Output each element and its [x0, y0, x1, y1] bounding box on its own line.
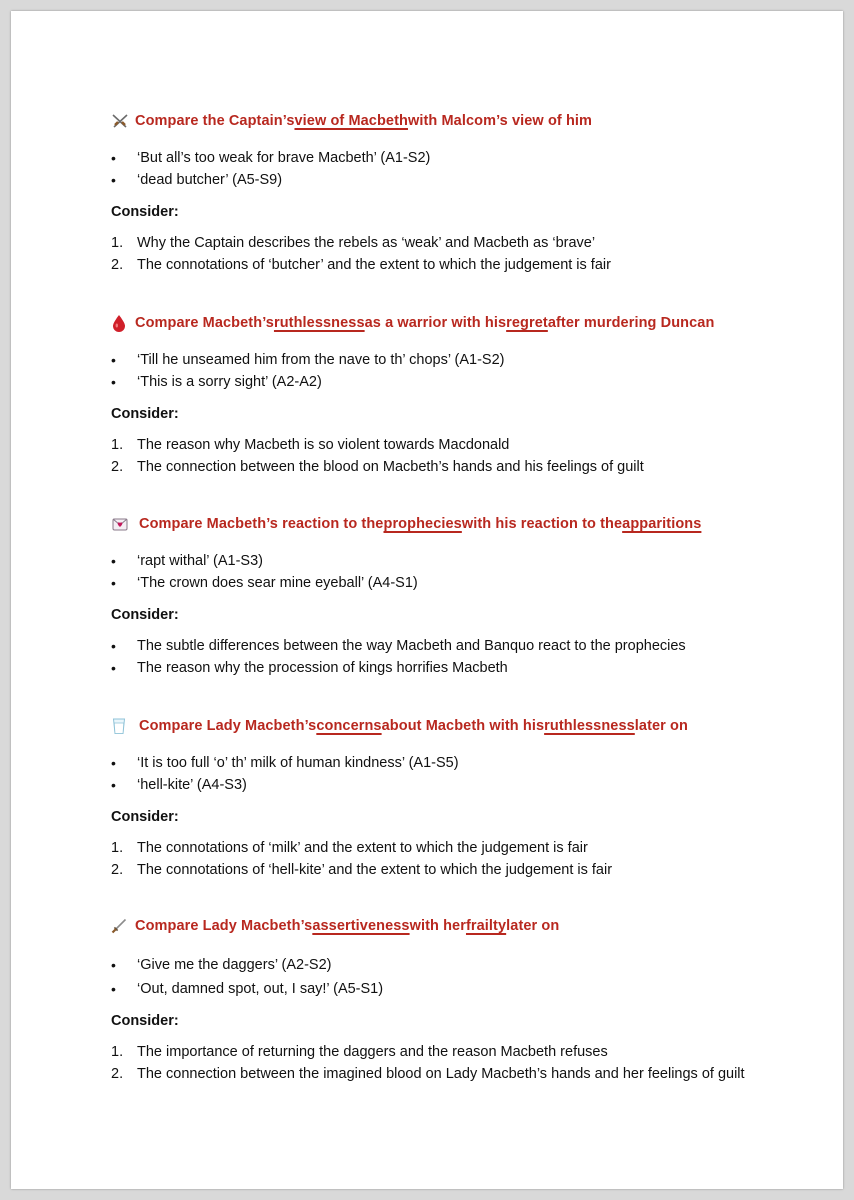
- section-ruthlessness-regret: [111, 313, 811, 478]
- consider-text: The connection between the blood on Macbeth’s hands and his feelings of guilt: [137, 459, 644, 475]
- heading-keyword: regret: [506, 315, 548, 331]
- quote-item: • ‘It is too full ‘o’ th’ milk of human kindness’ (A1-S5): [111, 752, 811, 774]
- heading-text: Compare Lady Macbeth’s: [135, 918, 313, 934]
- heading-keyword: apparitions: [622, 516, 702, 532]
- consider-label: Consider:: [111, 809, 179, 825]
- section-heading: [111, 514, 811, 534]
- consider-list: [111, 232, 811, 276]
- list-number: 2.: [111, 1066, 124, 1082]
- heading-text: with his reaction to the: [461, 516, 623, 532]
- section-heading: [111, 916, 811, 936]
- consider-text: The connotations of ‘milk’ and the extent to which the judgement is fair: [137, 840, 588, 856]
- quote-item: • ‘Till he unseamed him from the nave to th’ chops’ (A1-S2): [111, 349, 811, 371]
- quote-list: [111, 954, 811, 1000]
- quote-item: • ‘hell-kite’ (A4-S3): [111, 774, 811, 796]
- heading-keyword: prophecies: [383, 516, 462, 532]
- list-number: 2.: [111, 257, 124, 273]
- heading-text: Compare Lady Macbeth’s: [139, 718, 317, 734]
- consider-list: [111, 837, 811, 881]
- section-captain-view: [111, 111, 811, 276]
- heading-text: Compare Macbeth’s reaction to the: [139, 516, 384, 532]
- consider-item: [111, 859, 811, 881]
- heading-keyword: view of Macbeth: [294, 113, 408, 129]
- consider-item: [111, 1063, 811, 1085]
- heading-text: Compare Macbeth’s: [135, 315, 274, 331]
- section-assertiveness-frailty: [111, 916, 811, 1085]
- consider-list: [111, 1041, 811, 1085]
- heading-keyword: concerns: [316, 718, 382, 734]
- quote-item: • ‘The crown does sear mine eyeball’ (A4-S1): [111, 572, 811, 594]
- section-heading: [111, 716, 811, 736]
- list-number: 1.: [111, 1044, 124, 1060]
- consider-text: The connotations of ‘butcher’ and the extent to which the judgement is fair: [137, 257, 611, 273]
- heading-text: with Malcom’s view of him: [407, 113, 593, 129]
- quote-item: • ‘This is a sorry sight’ (A2-A2): [111, 371, 811, 393]
- consider-item: [111, 232, 811, 254]
- quote-item: • ‘rapt withal’ (A1-S3): [111, 550, 811, 572]
- consider-item: [111, 254, 811, 276]
- heading-text: later on: [506, 918, 560, 934]
- list-number: 2.: [111, 862, 124, 878]
- consider-item: • The reason why the procession of kings horrifies Macbeth: [111, 657, 811, 679]
- quote-item: • ‘But all’s too weak for brave Macbeth’ (A1-S2): [111, 147, 811, 169]
- list-number: 1.: [111, 235, 124, 251]
- quote-list: [111, 550, 811, 594]
- consider-item: [111, 1041, 811, 1063]
- document-page: [11, 11, 843, 1189]
- heading-text: after murdering Duncan: [547, 315, 715, 331]
- consider-label: Consider:: [111, 204, 179, 220]
- blood-drop-icon: [111, 313, 133, 333]
- consider-text: The connection between the imagined blood on Lady Macbeth’s hands and her feelings of guilt: [137, 1066, 745, 1082]
- list-number: 1.: [111, 437, 124, 453]
- heading-text: with her: [409, 918, 466, 934]
- quote-item: • ‘dead butcher’ (A5-S9): [111, 169, 811, 191]
- list-number: 1.: [111, 840, 124, 856]
- heading-keyword: ruthlessness: [544, 718, 635, 734]
- heading-text: as a warrior with his: [364, 315, 507, 331]
- consider-text: The importance of returning the daggers and the reason Macbeth refuses: [137, 1044, 608, 1060]
- consider-list: [111, 635, 811, 679]
- consider-label: Consider:: [111, 406, 179, 422]
- quote-list: [111, 147, 811, 191]
- consider-text: The reason why Macbeth is so violent towards Macdonald: [137, 437, 510, 453]
- quote-list: [111, 752, 811, 796]
- consider-label: Consider:: [111, 607, 179, 623]
- section-heading: [111, 111, 811, 131]
- heading-keyword: ruthlessness: [273, 315, 365, 331]
- section-heading: [111, 313, 811, 333]
- consider-item: [111, 434, 811, 456]
- love-letter-icon: [111, 514, 137, 534]
- heading-text: later on: [634, 718, 688, 734]
- quote-item: • ‘Out, damned spot, out, I say!’ (A5-S1): [111, 978, 811, 1000]
- consider-item: [111, 837, 811, 859]
- heading-keyword: assertiveness: [312, 918, 410, 934]
- quote-list: [111, 349, 811, 393]
- list-number: 2.: [111, 459, 124, 475]
- consider-list: [111, 434, 811, 478]
- heading-keyword: frailty: [465, 918, 507, 934]
- section-concerns-ruthlessness: [111, 716, 811, 881]
- consider-item: • The subtle differences between the way Macbeth and Banquo react to the prophecies: [111, 635, 811, 657]
- consider-item: [111, 456, 811, 478]
- consider-text: Why the Captain describes the rebels as ‘weak’ and Macbeth as ‘brave’: [137, 235, 596, 251]
- milk-glass-icon: [111, 716, 137, 736]
- section-prophecies-apparitions: [111, 514, 811, 679]
- quote-item: • ‘Give me the daggers’ (A2-S2): [111, 954, 811, 976]
- heading-text: about Macbeth with his: [381, 718, 545, 734]
- crossed-swords-icon: [111, 111, 133, 131]
- consider-label: Consider:: [111, 1013, 179, 1029]
- dagger-icon: [111, 916, 133, 936]
- consider-text: The connotations of ‘hell-kite’ and the extent to which the judgement is fair: [137, 862, 613, 878]
- heading-text: Compare the Captain’s: [135, 113, 295, 129]
